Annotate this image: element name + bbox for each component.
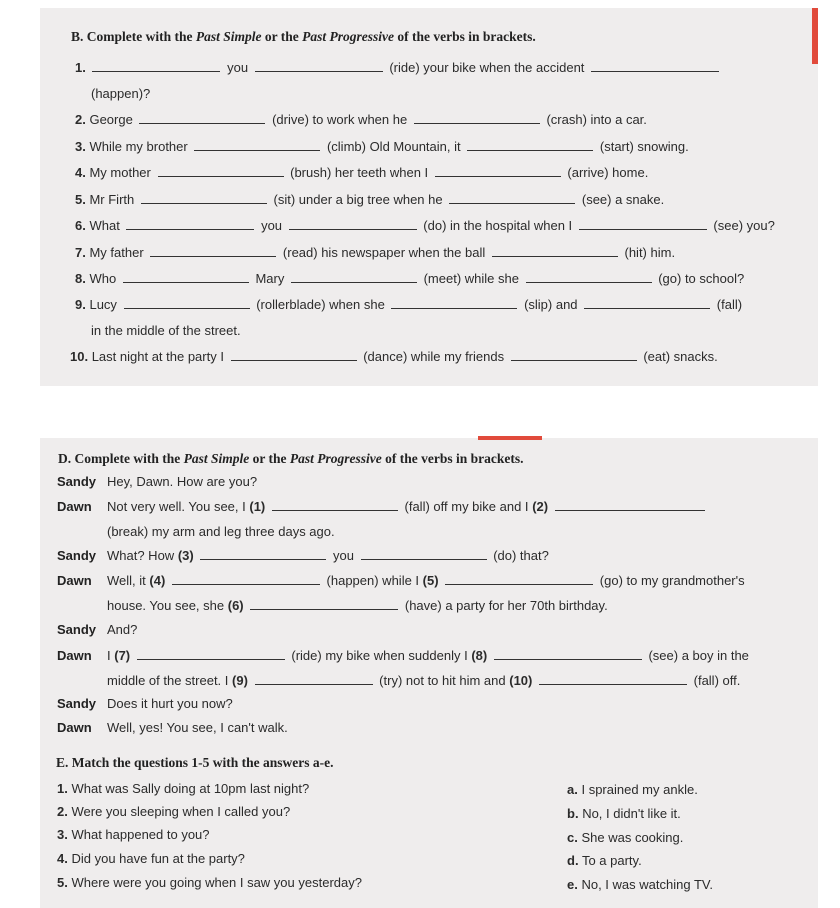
speaker-dawn: Dawn [57,720,92,735]
speaker-dawn: Dawn [57,573,92,588]
speaker-sandy: Sandy [57,474,97,489]
answer-blank[interactable] [126,219,254,230]
question-item: 4. Did you have fun at the party? [57,851,245,866]
answer-blank[interactable] [255,674,373,685]
speaker-sandy: Sandy [57,548,97,563]
dialogue-line: Well, it (4) (happen) while I (5) (go) to my grandmother's [107,573,745,588]
answer-blank[interactable] [414,113,540,124]
answer-blank[interactable] [467,140,593,151]
question-item: 5. Where were you going when I saw you yesterday? [57,875,362,890]
exercise-d-heading: D. Complete with the Past Simple or the Past Progressive of the verbs in brackets. [58,451,524,466]
answer-blank[interactable] [150,246,276,257]
exercise-b-item-9: 9. Lucy (rollerblade) when she (slip) and (fall) [75,297,743,312]
exercise-b-item-3: 3. While my brother (climb) Old Mountain, it (start) snowing. [75,139,689,154]
answer-blank[interactable] [584,298,710,309]
answer-item: a. I sprained my ankle. [567,782,698,797]
answer-item: d. To a party. [567,853,642,868]
answer-blank[interactable] [231,350,357,361]
answer-blank[interactable] [361,549,487,560]
exercise-b-item-1-cont: (happen)? [91,86,151,101]
dialogue-line: And? [107,622,138,637]
exercise-b-heading: B. Complete with the Past Simple or the Past Progressive of the verbs in brackets. [71,29,536,44]
speaker-sandy: Sandy [57,696,97,711]
question-item: 3. What happened to you? [57,827,210,842]
dialogue-line: house. You see, she (6) (have) a party for her 70th birthday. [107,598,608,613]
exercise-b-item-6: 6. What you (do) in the hospital when I (see) you? [75,218,775,233]
exercise-e-heading: E. Match the questions 1-5 with the answers a-e. [56,755,334,770]
answer-blank[interactable] [92,61,220,72]
dialogue-line: middle of the street. I (9) (try) not to hit him and (10) (fall) off. [107,673,741,688]
answer-blank[interactable] [579,219,707,230]
answer-blank[interactable] [289,219,417,230]
answer-blank[interactable] [449,193,575,204]
exercise-b-item-5: 5. Mr Firth (sit) under a big tree when he (see) a snake. [75,192,665,207]
answer-blank[interactable] [511,350,637,361]
answer-blank[interactable] [291,272,417,283]
answer-blank[interactable] [123,272,249,283]
answer-blank[interactable] [539,674,687,685]
page-edge-tab [478,436,542,440]
exercise-b-item-4: 4. My mother (brush) her teeth when I (arrive) home. [75,165,649,180]
answer-blank[interactable] [445,574,593,585]
answer-blank[interactable] [194,140,320,151]
page-edge-tab [812,8,818,64]
speaker-dawn: Dawn [57,648,92,663]
answer-blank[interactable] [494,649,642,660]
exercise-b-item-7: 7. My father (read) his newspaper when the ball (hit) him. [75,245,676,260]
answer-blank[interactable] [139,113,265,124]
answer-blank[interactable] [137,649,285,660]
exercise-b-item-1: 1. you (ride) your bike when the accident [75,60,722,75]
answer-blank[interactable] [526,272,652,283]
answer-blank[interactable] [141,193,267,204]
answer-item: e. No, I was watching TV. [567,877,713,892]
answer-blank[interactable] [200,549,326,560]
dialogue-line: (break) my arm and leg three days ago. [107,524,335,539]
dialogue-line: Hey, Dawn. How are you? [107,474,258,489]
answer-blank[interactable] [250,599,398,610]
answer-blank[interactable] [272,500,398,511]
dialogue-line: I (7) (ride) my bike when suddenly I (8) (see) a boy in the [107,648,749,663]
answer-item: b. No, I didn't like it. [567,806,681,821]
answer-blank[interactable] [555,500,705,511]
answer-blank[interactable] [255,61,383,72]
answer-blank[interactable] [158,166,284,177]
exercise-b-item-8: 8. Who Mary (meet) while she (go) to school? [75,271,745,286]
answer-blank[interactable] [591,61,719,72]
answer-item: c. She was cooking. [567,830,684,845]
answer-blank[interactable] [124,298,250,309]
dialogue-line: Not very well. You see, I (1) (fall) off my bike and I (2) [107,499,708,514]
answer-blank[interactable] [391,298,517,309]
exercise-b-item-2: 2. George (drive) to work when he (crash) into a car. [75,112,647,127]
question-item: 2. Were you sleeping when I called you? [57,804,291,819]
answer-blank[interactable] [435,166,561,177]
speaker-dawn: Dawn [57,499,92,514]
speaker-sandy: Sandy [57,622,97,637]
answer-blank[interactable] [172,574,320,585]
exercise-b-item-9-cont: in the middle of the street. [91,323,241,338]
dialogue-line: Well, yes! You see, I can't walk. [107,720,288,735]
exercise-b-item-10: 10. Last night at the party I (dance) while my friends (eat) snacks. [70,349,718,364]
answer-blank[interactable] [492,246,618,257]
dialogue-line: Does it hurt you now? [107,696,233,711]
question-item: 1. What was Sally doing at 10pm last night? [57,781,310,796]
dialogue-line: What? How (3) you (do) that? [107,548,549,563]
